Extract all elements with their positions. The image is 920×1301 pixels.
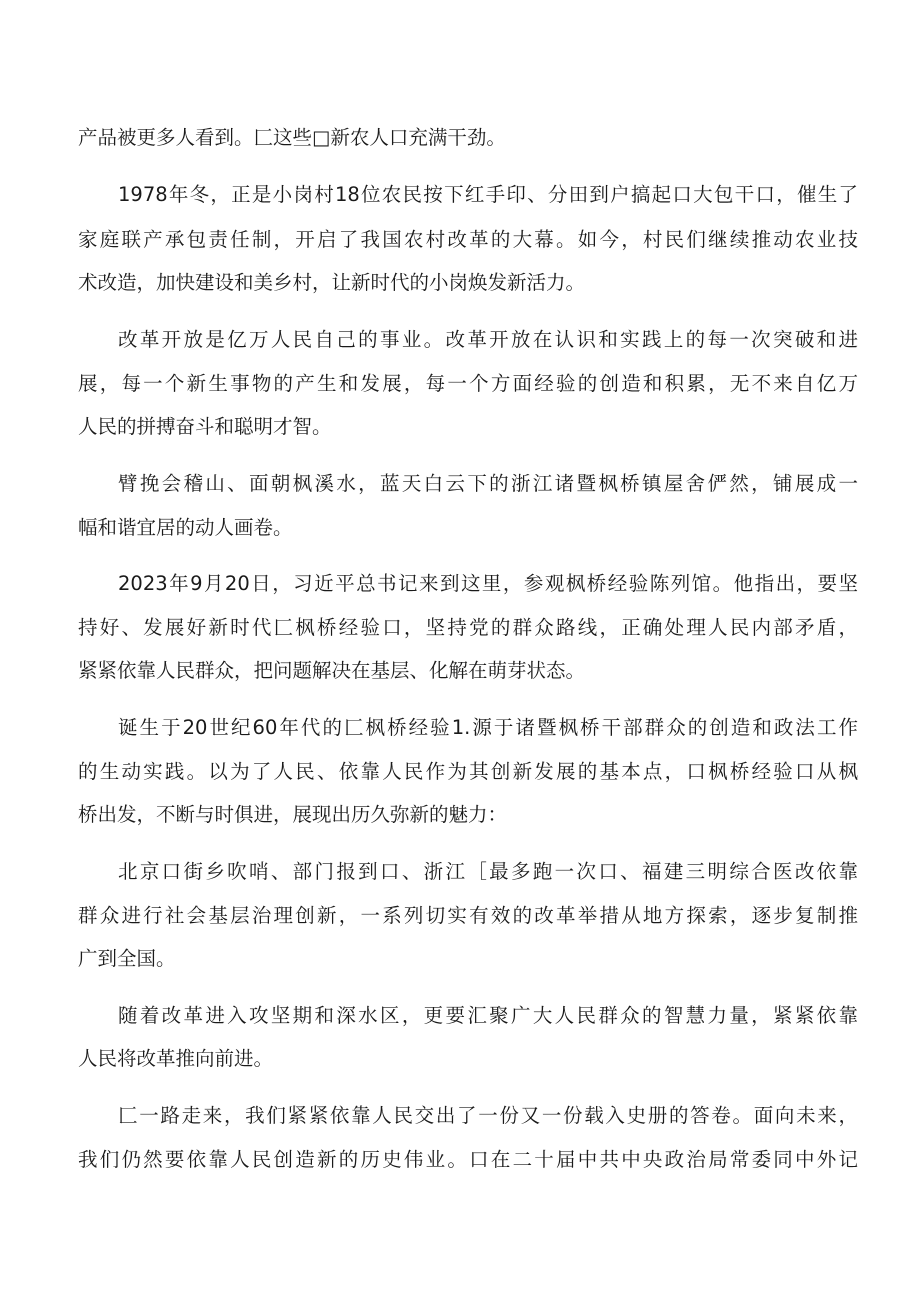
paragraph-8-line-2: 人民将改革推向前进。	[78, 1047, 274, 1070]
paragraph-9-line-1: 匚一路走来，我们紧紧依靠人民交出了一份又一份载入史册的答卷。面向未来，	[118, 1104, 858, 1127]
paragraph-2-line-1: 1978年冬，正是小岗村18位农民按下红手印、分田到户搞起口大包干口，催生了	[118, 183, 858, 206]
paragraph-3-line-2: 展，每一个新生事物的产生和发展，每一个方面经验的创造和积累，无不来自亿万	[78, 372, 858, 395]
paragraph-7-line-2: 群众进行社会基层治理创新，一系列切实有效的改革举措从地方探索，逐步复制推	[78, 904, 858, 927]
paragraph-6-line-2: 的生动实践。以为了人民、依靠人民作为其创新发展的基本点，口枫桥经验口从枫	[78, 760, 858, 783]
paragraph-5-line-1: 2023年9月20日，习近平总书记来到这里，参观枫桥经验陈列馆。他指出，要坚	[118, 572, 858, 595]
paragraph-7-line-1: 北京口街乡吹哨、部门报到口、浙江［最多跑一次口、福建三明综合医改依靠	[118, 860, 858, 883]
paragraph-8-line-1: 随着改革进入攻坚期和深水区，更要汇聚广大人民群众的智慧力量，紧紧依靠	[118, 1004, 858, 1027]
paragraph-4-line-1: 臂挽会稽山、面朝枫溪水，蓝天白云下的浙江诸暨枫桥镇屋舍俨然，铺展成一	[118, 472, 858, 495]
paragraph-3-line-3: 人民的拼搏奋斗和聪明才智。	[78, 415, 332, 438]
paragraph-5-line-2: 持好、发展好新时代匚枫桥经验口，坚持党的群众路线，正确处理人民内部矛盾，	[78, 616, 858, 639]
paragraph-3-line-1: 改革开放是亿万人民自己的事业。改革开放在认识和实践上的每一次突破和进	[118, 328, 858, 351]
paragraph-1-line-1: 产品被更多人看到。匚这些□新农人口充满干劲。	[78, 126, 506, 149]
paragraph-2-line-2: 家庭联产承包责任制，开启了我国农村改革的大幕。如今，村民们继续推动农业技	[78, 228, 858, 251]
paragraph-5-line-3: 紧紧依靠人民群众，把问题解决在基层、化解在萌芽状态。	[78, 659, 586, 682]
paragraph-2-line-3: 术改造，加快建设和美乡村，让新时代的小岗焕发新活力。	[78, 271, 586, 294]
paragraph-6-line-1: 诞生于20世纪60年代的匚枫桥经验1.源于诸暨枫桥干部群众的创造和政法工作	[118, 716, 858, 739]
paragraph-9-line-2: 我们仍然要依靠人民创造新的历史伟业。口在二十届中共中央政治局常委同中外记	[78, 1148, 858, 1171]
paragraph-6-line-3: 桥出发，不断与时俱进，展现出历久弥新的魅力：	[78, 803, 508, 826]
paragraph-7-line-3: 广到全国。	[78, 947, 176, 970]
paragraph-4-line-2: 幅和谐宜居的动人画卷。	[78, 516, 293, 539]
